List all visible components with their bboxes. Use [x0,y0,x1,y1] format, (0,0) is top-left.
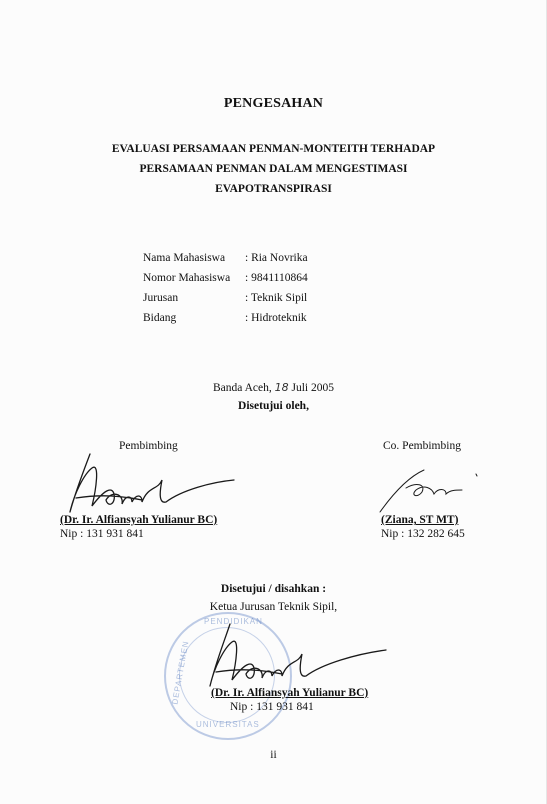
info-label: Jurusan [143,292,179,304]
head-of-department-name: (Dr. Ir. Alfiansyah Yulianur BC) [211,687,369,699]
info-value: : Ria Novrika [245,252,308,264]
supervisor-role: Pembimbing [119,440,178,452]
place-date [0,381,547,394]
supervisor-name: (Dr. Ir. Alfiansyah Yulianur BC) [60,514,218,526]
approved-by: Disetujui oleh, [238,400,309,412]
place-date-prefix: Banda Aceh, [212,382,272,394]
co-supervisor-signature [376,464,486,516]
ratification-position: Ketua Jurusan Teknik Sipil, [209,601,338,613]
ratification-label: Disetujui / disahkan : [220,583,327,595]
info-label: Nomor Mahasiswa [143,272,231,284]
co-supervisor-name: (Ziana, ST MT) [381,514,459,526]
info-value: : 9841110864 [245,272,308,284]
handwritten-day: 18 [274,381,289,394]
page-heading: PENGESAHAN [223,96,324,111]
thesis-title-line-3: EVAPOTRANSPIRASI [215,183,332,195]
supervisor-nip: Nip : 131 931 841 [60,528,144,540]
stamp-text-bottom: UNIVERSITAS [196,720,260,729]
supervisor-signature [62,450,252,518]
thesis-title-line-2: PERSAMAAN PENMAN DALAM MENGESTIMASI [139,163,408,175]
page-number: ii [270,749,277,761]
info-label: Nama Mahasiswa [143,252,226,264]
stamp-text-left: DEPARTEMEN [170,639,191,706]
co-supervisor-role: Co. Pembimbing [383,440,461,452]
stamp-text-top: PENDIDIKAN [204,617,263,626]
info-label: Bidang [143,312,177,324]
info-value: : Hidroteknik [245,312,307,324]
info-value: : Teknik Sipil [245,292,308,304]
co-supervisor-nip: Nip : 132 282 645 [381,528,465,540]
thesis-title-line-1: EVALUASI PERSAMAAN PENMAN-MONTEITH TERHADAP [111,143,436,155]
head-of-department-nip: Nip : 131 931 841 [230,701,314,713]
head-of-department-signature [200,620,400,692]
place-date-suffix: Juli 2005 [291,382,334,394]
